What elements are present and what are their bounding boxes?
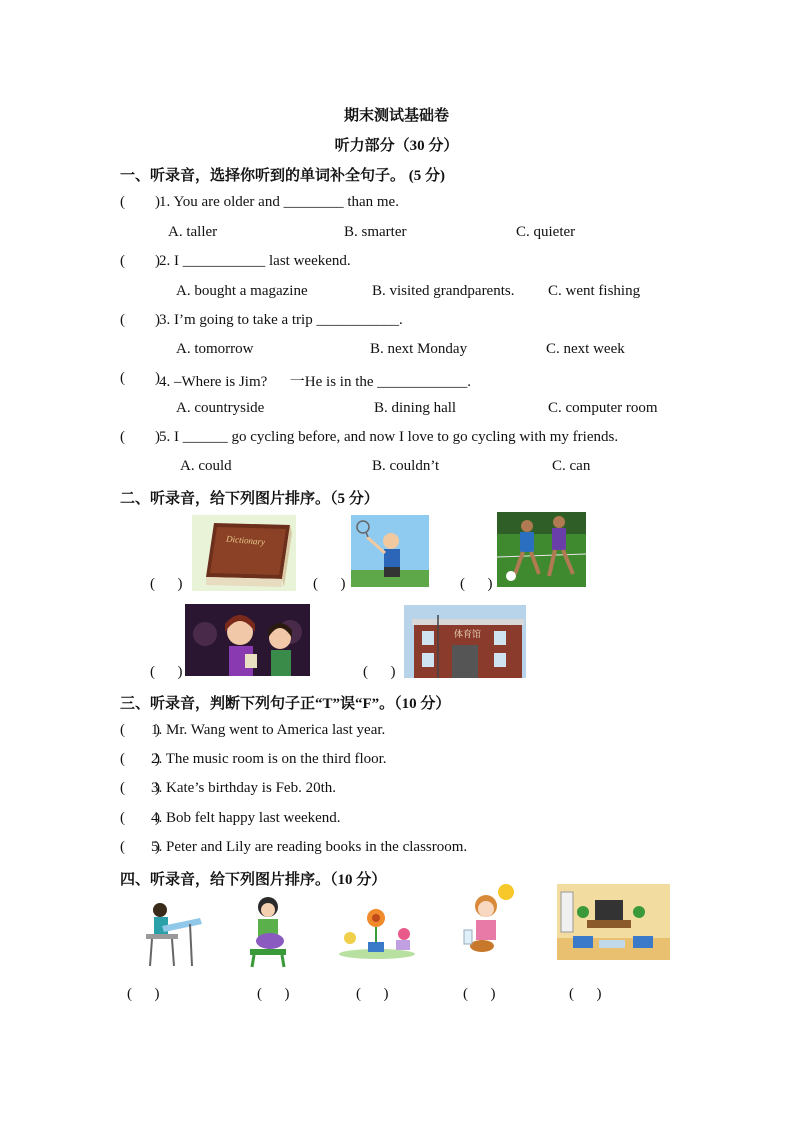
page-title: 期末测试基础卷 [343,108,449,124]
cinema-picture [185,604,310,676]
gym-building-picture [404,605,526,678]
q2-text: 2. I ___________ last weekend. [159,253,351,269]
section1-heading: 一、听录音，选择你听到的单词补全句子。 (5 分) [120,168,445,184]
q3-paren[interactable]: ( ) [120,312,160,328]
q3-option-a: A. tomorrow [176,341,254,357]
tf3-paren[interactable]: ( ) [120,780,160,796]
s4-paren-1[interactable]: ( ) [127,986,160,1002]
s2-paren-2[interactable]: ( ) [313,576,346,592]
s4-paren-2[interactable]: ( ) [257,986,290,1002]
page-subtitle: 听力部分（30 分） [334,138,459,154]
s2-paren-3[interactable]: ( ) [460,576,493,592]
q5-option-b: B. couldn’t [372,458,440,474]
s4-paren-5[interactable]: ( ) [569,986,602,1002]
q2-paren[interactable]: ( ) [120,253,160,269]
q4-text: 4. –Where is Jim? 一He is in the ____________. [159,374,472,390]
tf5-text: 5. Peter and Lily are reading books in the classroom. [151,839,468,855]
dictionary-picture [192,515,296,591]
running-picture [497,512,586,587]
q1-paren[interactable]: ( ) [120,194,160,210]
tf4-paren[interactable]: ( ) [120,810,160,826]
tf1-text: 1. Mr. Wang went to America last year. [151,722,386,738]
section4-heading: 四、听录音，给下列图片排序。（10 分） [120,872,387,888]
q3-option-c: C. next week [546,341,625,357]
tf3-text: 3. Kate’s birthday is Feb. 20th. [151,780,336,796]
q2-option-b: B. visited grandparents. [372,283,515,299]
gym-sign: 体育馆 [454,629,482,639]
living-room-picture [557,884,670,960]
s4-paren-4[interactable]: ( ) [463,986,496,1002]
section2-heading: 二、听录音，给下列图片排序。（5 分） [120,491,379,507]
s4-paren-3[interactable]: ( ) [356,986,389,1002]
s2-paren-4[interactable]: ( ) [150,664,183,680]
q5-paren[interactable]: ( ) [120,429,160,445]
q4-option-c: C. computer room [548,400,658,416]
dictionary-word: Dictionary [225,533,266,547]
s2-paren-1[interactable]: ( ) [150,576,183,592]
q3-text: 3. I’m going to take a trip ___________. [159,312,403,328]
q5-option-a: A. could [180,458,232,474]
q2-option-c: C. went fishing [548,283,641,299]
q5-text: 5. I ______ go cycling before, and now I love to go cycling with my friends. [159,429,619,445]
s2-paren-5[interactable]: ( ) [363,664,396,680]
q5-option-c: C. can [552,458,591,474]
q1-option-b: B. smarter [344,224,407,240]
tf5-paren[interactable]: ( ) [120,839,160,855]
tf2-text: 2. The music room is on the third floor. [151,751,387,767]
q4-option-a: A. countryside [176,400,265,416]
q1-text: 1. You are older and ________ than me. [159,194,399,210]
student-desk-picture [142,896,208,970]
q4-option-b: B. dining hall [374,400,457,416]
girl-food-picture [460,882,516,958]
girl-washing-picture [244,893,294,969]
tf1-paren[interactable]: ( ) [120,722,160,738]
tf2-paren[interactable]: ( ) [120,751,160,767]
q4-paren[interactable]: ( ) [120,370,160,386]
tf4-text: 4. Bob felt happy last weekend. [151,810,341,826]
badminton-picture [351,515,429,587]
q2-option-a: A. bought a magazine [176,283,308,299]
q1-option-c: C. quieter [516,224,576,240]
q1-option-a: A. taller [168,224,218,240]
q3-option-b: B. next Monday [370,341,468,357]
flowers-picture [336,904,418,960]
section3-heading: 三、听录音，判断下列句子正“T”误“F”。（10 分） [120,696,451,712]
